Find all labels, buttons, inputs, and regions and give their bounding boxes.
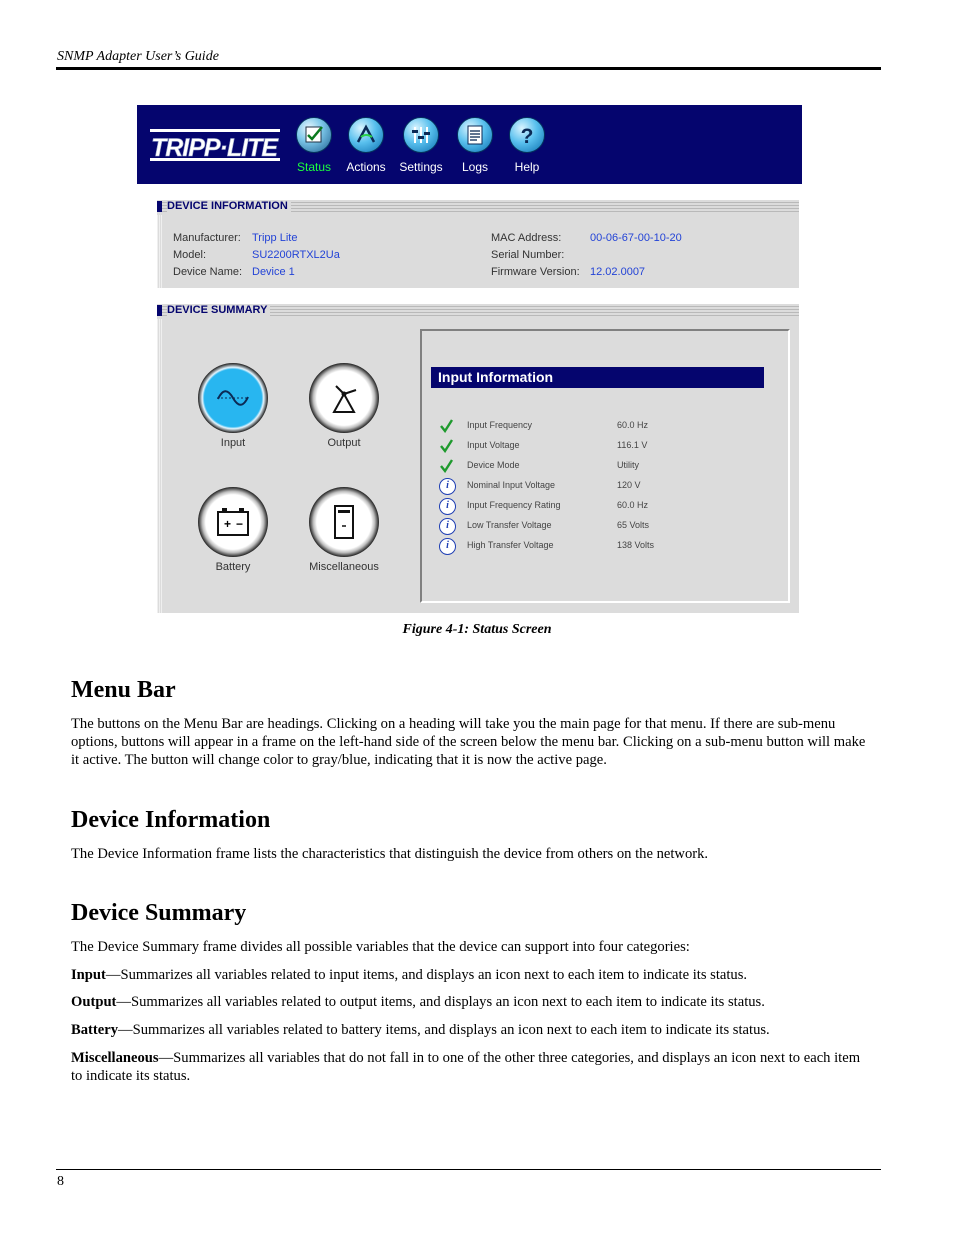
definition-text: —Summarizes all variables related to battery items, and displays an icon next to each item to indicate its status. [118,1022,770,1038]
detail-label: Device Mode [467,460,520,470]
svg-text:+: + [224,517,232,531]
detail-value: Utility [617,460,639,470]
status-screen-figure [137,105,802,613]
device-information-title: DEVICE INFORMATION [167,200,291,212]
settings-icon [403,117,439,153]
detail-row [439,417,769,435]
menu-status-button[interactable] [284,117,344,174]
miscellaneous-icon [309,487,379,557]
menu-logs-label: Logs [461,160,489,174]
input-sine-icon [198,363,268,433]
device-summary-header [157,304,799,318]
firmware-version-value: 12.02.0007 [590,266,646,278]
tripp-lite-logo [148,123,281,167]
detail-row [439,477,769,495]
summary-input-label: Input [220,437,246,449]
detail-label: Input Voltage [467,440,520,450]
summary-miscellaneous-button[interactable] [294,487,394,573]
detail-label: Low Transfer Voltage [467,520,552,530]
mac-address-value: 00-06-67-00-10-20 [590,232,682,244]
svg-text:?: ? [520,125,534,146]
definition-text: —Summarizes all variables related to output items, and displays an icon next to each item to indicate its status. [116,994,765,1010]
device-summary-panel [157,304,799,613]
manufacturer-label: Manufacturer: [173,232,241,244]
status-icon [296,117,332,153]
menu-bar-paragraph: The buttons on the Menu Bar are headings. Clicking on a heading will take you the main page for that menu. If there are sub-menu options, buttons will appear in a frame on the left-hand side of the screen below the menu bar. Clicking on a sub-menu button will make it active. The button will change color to gray/blue, indicating that it is now the active page. [71,716,866,768]
detail-row [439,457,769,475]
svg-text:TRIPP·LITE: TRIPP·LITE [150,134,278,162]
input-definition [71,966,866,984]
menu-bar-heading: Menu Bar [71,677,176,703]
detail-value: 138 Volts [617,540,655,550]
info-icon: i [439,498,456,515]
detail-row [439,517,769,535]
input-information-frame [420,329,790,603]
menu-bar [137,105,802,184]
menu-help-label: Help [514,160,540,174]
menu-logs-button[interactable] [445,117,505,174]
summary-miscellaneous-label: Miscellaneous [309,561,379,573]
output-icon [309,363,379,433]
detail-row [439,537,769,555]
battery-icon [198,487,268,557]
running-header: SNMP Adapter User’s Guide [57,49,219,64]
device-summary-intro: The Device Summary frame divides all possible variables that the device can support into four categories: [71,939,690,955]
menu-actions-button[interactable] [336,117,396,174]
check-icon [439,438,454,453]
device-name-value: Device 1 [252,266,295,278]
definition-term: Input [71,967,106,983]
menu-status-label: Status [296,160,332,174]
definition-term: Miscellaneous [71,1050,159,1066]
manufacturer-value: Tripp Lite [252,232,298,244]
device-information-paragraph: The Device Information frame lists the characteristics that distinguish the device from others on the network. [71,846,709,862]
device-information-heading: Device Information [71,807,271,833]
input-information-title: Input Information [431,367,764,388]
check-icon [439,458,454,473]
header-rule [56,67,881,70]
info-icon: i [439,478,456,495]
device-name-label: Device Name: [173,266,243,278]
definition-text: —Summarizes all variables related to input items, and displays an icon next to each item to indicate its status. [105,967,748,983]
model-label: Model: [173,249,207,261]
detail-row [439,437,769,455]
firmware-version-label: Firmware Version: [491,266,580,278]
page-number: 8 [57,1174,64,1189]
detail-value: 116.1 V [617,440,648,450]
detail-value: 60.0 Hz [617,420,649,430]
detail-value: 65 Volts [617,520,650,530]
logs-icon [457,117,493,153]
actions-icon [348,117,384,153]
svg-text:−: − [236,517,244,531]
footer-rule [56,1169,881,1170]
serial-number-label: Serial Number: [491,249,565,261]
info-icon: i [439,538,456,555]
device-information-header [157,200,799,214]
detail-label: High Transfer Voltage [467,540,554,550]
menu-actions-label: Actions [346,160,386,174]
device-summary-title: DEVICE SUMMARY [167,304,270,316]
miscellaneous-definition [71,1049,866,1085]
output-definition [71,993,866,1011]
info-icon: i [439,518,456,535]
detail-value: 120 V [617,480,641,490]
definition-term: Battery [71,1022,119,1038]
detail-value: 60.0 Hz [617,500,649,510]
definition-text: —Summarizes all variables that do not fall in to one of the other three categories, and displays an icon next to each item to indicate its status. [71,1050,861,1084]
battery-definition [71,1021,866,1039]
menu-settings-label: Settings [399,160,443,174]
definition-term: Output [71,994,117,1010]
menu-help-button[interactable] [497,117,557,174]
summary-input-button[interactable] [183,363,283,449]
help-icon [509,117,545,153]
summary-battery-button[interactable] [183,487,283,573]
detail-label: Input Frequency Rating [467,500,561,510]
detail-label: Nominal Input Voltage [467,480,556,490]
summary-battery-label: Battery [215,561,251,573]
menu-settings-button[interactable] [391,117,451,174]
mac-address-label: MAC Address: [491,232,562,244]
detail-label: Input Frequency [467,420,533,430]
model-value: SU2200RTXL2Ua [252,249,340,261]
summary-output-button[interactable] [294,363,394,449]
device-information-panel [157,200,799,288]
summary-output-label: Output [327,437,361,449]
detail-row [439,497,769,515]
figure-caption: Figure 4-1: Status Screen [402,622,552,637]
check-icon [439,418,454,433]
device-summary-heading: Device Summary [71,900,247,926]
